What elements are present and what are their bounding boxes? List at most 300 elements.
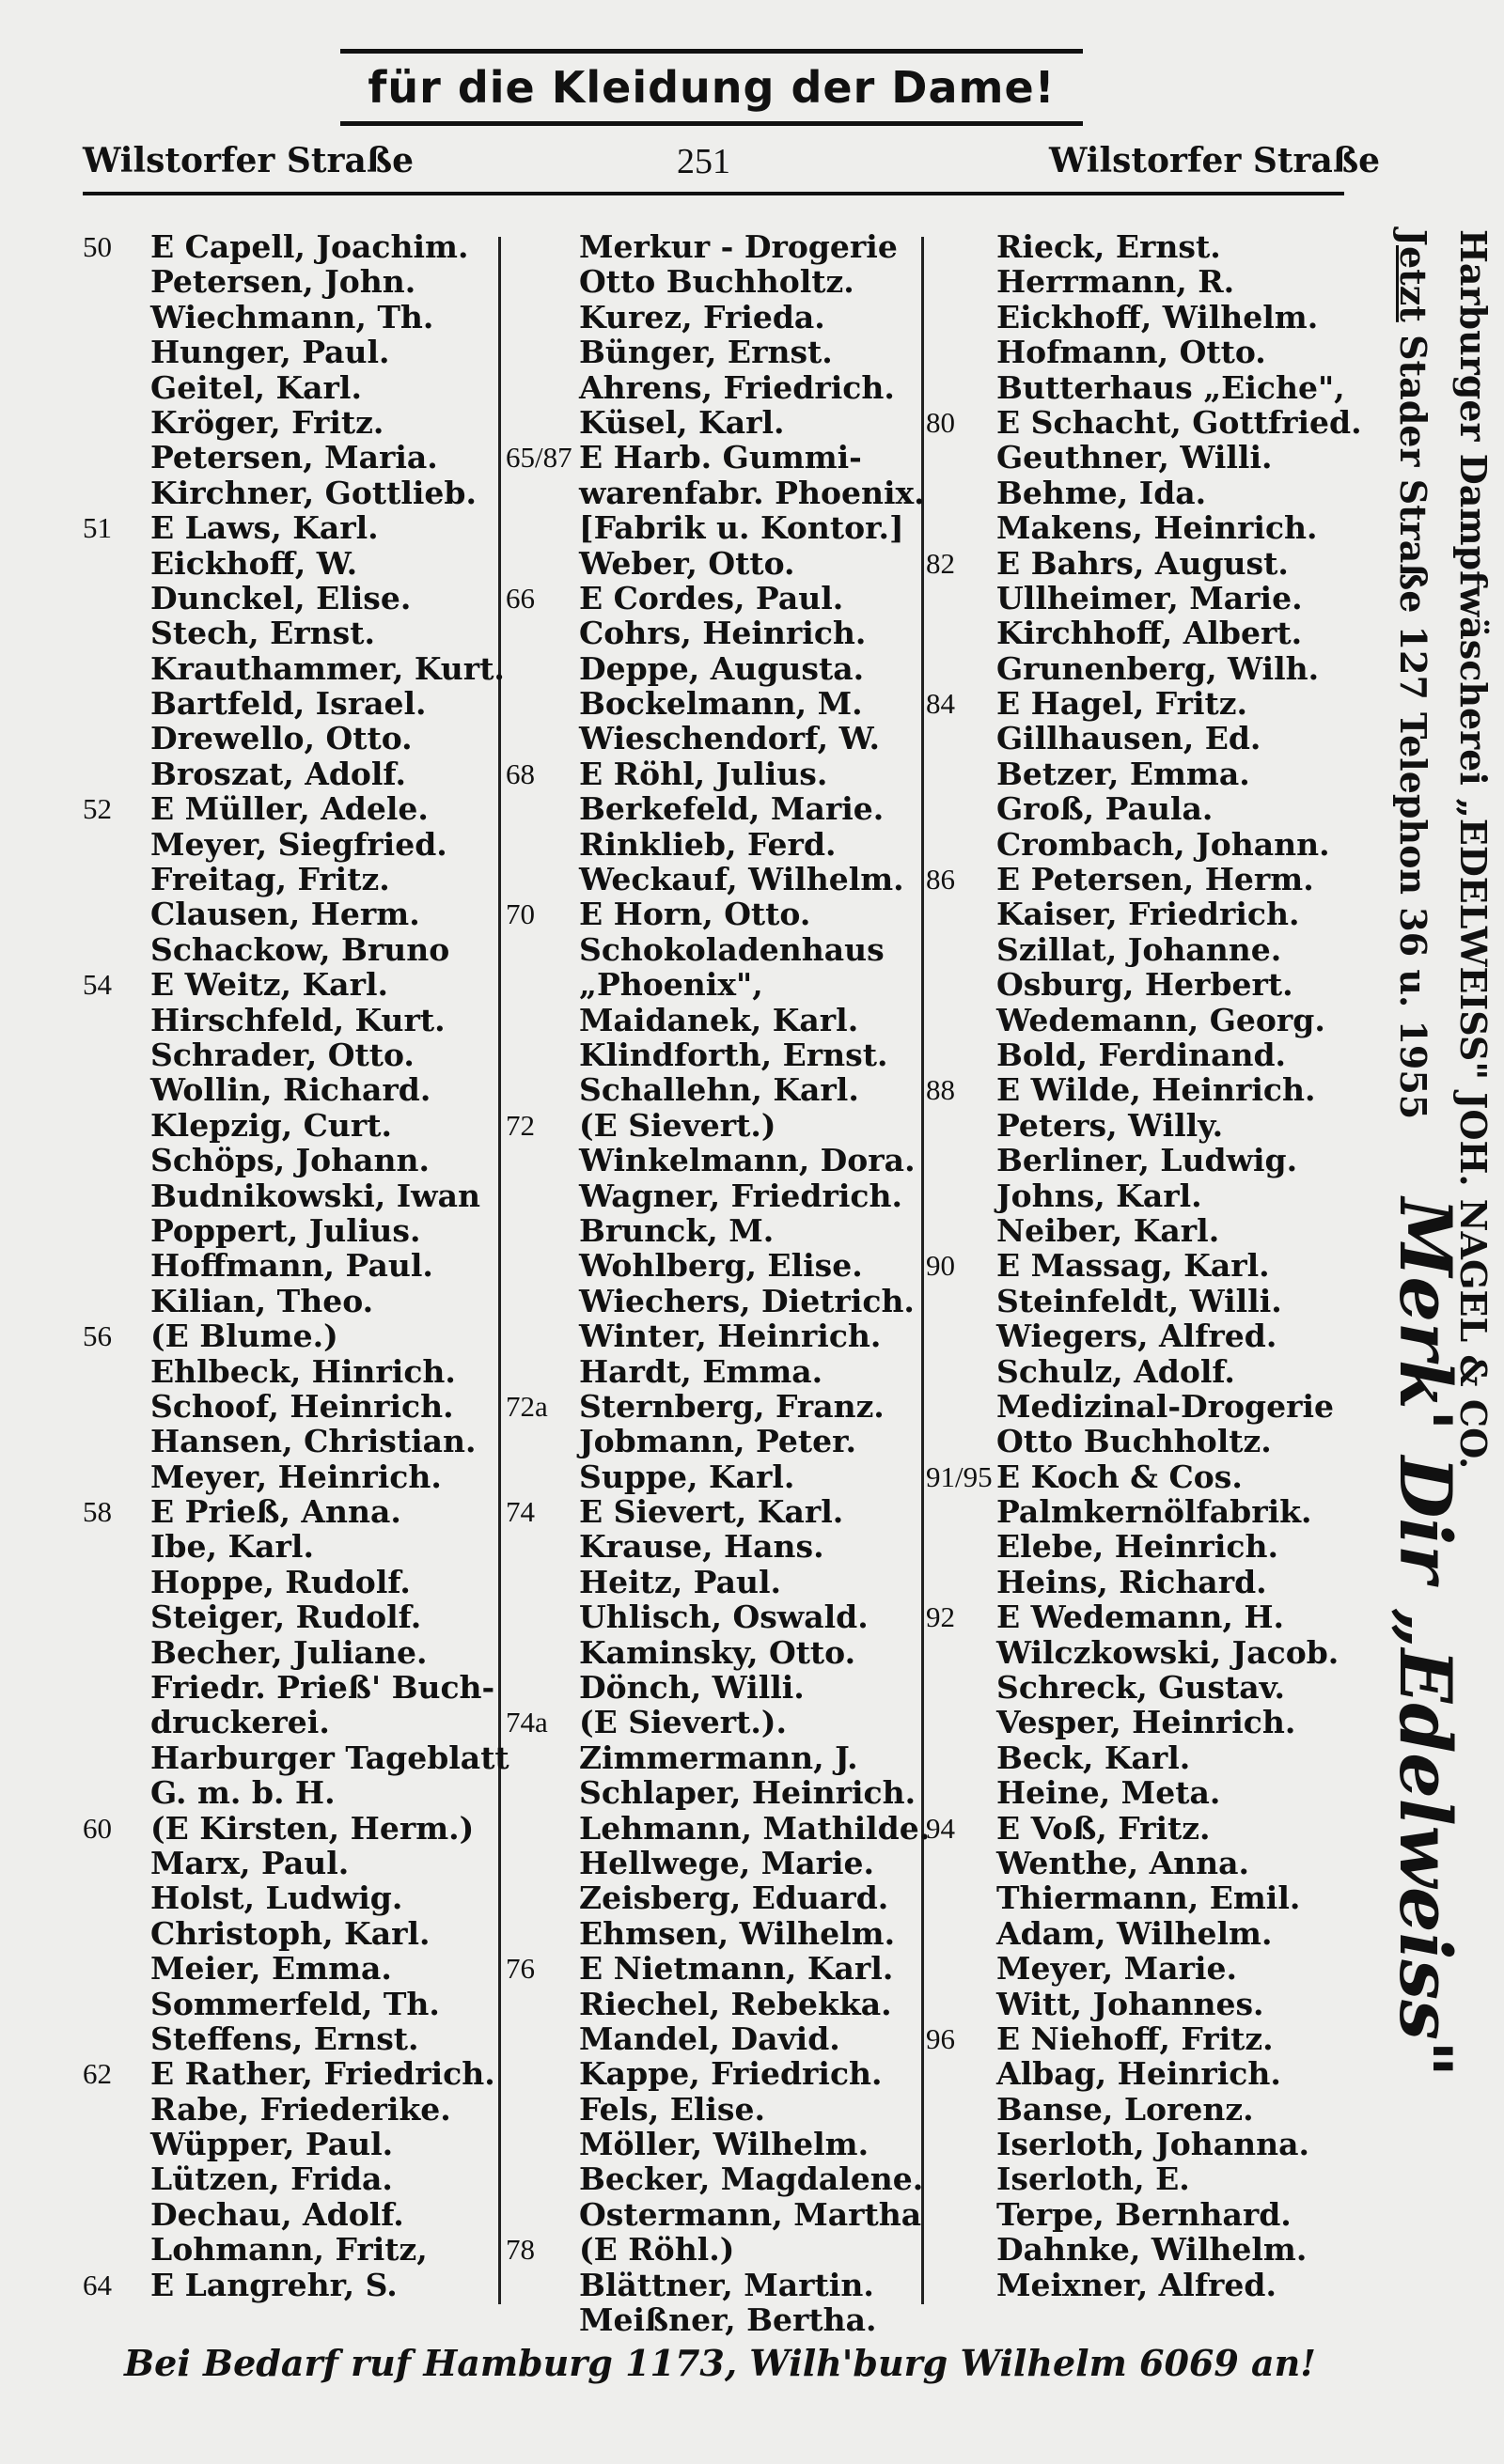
directory-entry <box>926 581 1349 616</box>
resident-name: Schulz, Adolf. <box>996 1352 1235 1390</box>
resident-name: Hellwege, Marie. <box>579 1844 875 1881</box>
resident-name: E Schacht, Gottfried. <box>996 403 1362 441</box>
resident-name: (E Sievert.) <box>579 1106 776 1144</box>
resident-name: Freitag, Fritz. <box>150 861 390 898</box>
resident-name: (E Blume.) <box>150 1318 338 1355</box>
directory-entry <box>926 932 1349 967</box>
directory-entry <box>926 1529 1349 1564</box>
directory-entry <box>506 1143 919 1177</box>
directory-entry <box>926 791 1349 826</box>
resident-name: Drewello, Otto. <box>150 720 413 757</box>
resident-name: Petersen, Maria. <box>150 439 438 476</box>
resident-name: Makens, Heinrich. <box>996 509 1318 547</box>
directory-entry <box>83 1389 496 1424</box>
resident-name: Heins, Richard. <box>996 1563 1267 1600</box>
resident-name: Holst, Ludwig. <box>150 1879 403 1917</box>
resident-name: Dahnke, Wilhelm. <box>996 2231 1308 2269</box>
resident-name: Hunger, Paul. <box>150 334 390 371</box>
resident-name: Otto Buchholtz. <box>579 263 854 301</box>
resident-name: Rieck, Ernst. <box>996 228 1221 265</box>
directory-entry <box>926 1354 1349 1389</box>
directory-entry <box>926 1389 1349 1424</box>
directory-entry <box>506 2021 919 2056</box>
directory-entry <box>506 1459 919 1494</box>
resident-name: Ahrens, Friedrich. <box>579 368 895 406</box>
resident-name: Thiermann, Emil. <box>996 1879 1301 1917</box>
resident-name: Zimmermann, J. <box>579 1739 858 1776</box>
directory-entry <box>926 510 1349 545</box>
resident-name: Wedemann, Georg. <box>996 1001 1325 1038</box>
directory-entry <box>506 1565 919 1599</box>
resident-name: Brunck, M. <box>579 1211 775 1249</box>
directory-entry <box>506 229 919 264</box>
resident-name: E Rather, Friedrich. <box>150 2055 495 2093</box>
directory-entry <box>506 932 919 967</box>
house-number: 80 <box>926 405 955 439</box>
directory-entry <box>83 862 496 897</box>
resident-name: Bold, Ferdinand. <box>996 1036 1287 1073</box>
resident-name: Hansen, Christian. <box>150 1423 477 1460</box>
directory-entry <box>926 616 1349 650</box>
resident-name: Schallehn, Karl. <box>579 1071 859 1109</box>
directory-entry <box>926 2232 1349 2267</box>
resident-name: Wagner, Friedrich. <box>579 1177 902 1214</box>
directory-entry <box>83 1635 496 1670</box>
resident-name: Becker, Magdalene. <box>579 2160 924 2198</box>
directory-entry <box>506 2195 922 2233</box>
resident-name: E Koch & Cos. <box>996 1458 1243 1495</box>
house-number: 74 <box>506 1495 535 1529</box>
resident-name: Heine, Meta. <box>996 1774 1221 1812</box>
directory-entry <box>506 1178 919 1213</box>
resident-name: Albag, Heinrich. <box>996 2055 1281 2093</box>
resident-name: druckerei. <box>150 1704 330 1741</box>
directory-entry <box>926 1178 1349 1213</box>
directory-entry <box>506 686 919 721</box>
house-number: 91/95 <box>926 1459 993 1493</box>
directory-entry <box>506 1880 919 1915</box>
directory-entry <box>83 546 496 581</box>
house-number: 86 <box>926 863 955 897</box>
resident-name: Wilczkowski, Jacob. <box>996 1633 1340 1671</box>
resident-name: G. m. b. H. <box>150 1774 336 1812</box>
resident-name: Meyer, Heinrich. <box>150 1458 442 1495</box>
directory-entry <box>83 1705 496 1739</box>
resident-name: Bockelmann, M. <box>579 685 863 723</box>
directory-entry <box>506 616 919 650</box>
resident-name: Mandel, David. <box>579 2020 840 2057</box>
directory-entry <box>83 827 496 862</box>
resident-name: Ibe, Karl. <box>150 1528 314 1566</box>
directory-entry <box>83 2197 496 2232</box>
directory-entry <box>506 546 919 581</box>
house-number: 64 <box>83 2268 112 2301</box>
directory-entry <box>926 546 1349 581</box>
directory-entry <box>926 1143 1349 1177</box>
house-number: 50 <box>83 230 112 263</box>
resident-name: Schrader, Otto. <box>150 1036 415 1073</box>
resident-name: Wenthe, Anna. <box>996 1844 1250 1881</box>
resident-name: E Weitz, Karl. <box>150 966 388 1004</box>
directory-entry <box>926 335 1349 369</box>
house-number: 88 <box>926 1073 955 1107</box>
directory-entry <box>926 1072 1349 1107</box>
resident-name: Jobmann, Peter. <box>579 1423 856 1460</box>
resident-name: Kappe, Friedrich. <box>579 2055 883 2093</box>
resident-name: Adam, Wilhelm. <box>996 1914 1273 1952</box>
directory-entry <box>926 1599 1349 1634</box>
resident-name: Cohrs, Heinrich. <box>579 615 867 652</box>
directory-entry <box>83 932 496 967</box>
directory-entry <box>83 1739 509 1776</box>
directory-entry <box>926 1635 1349 1670</box>
directory-entry <box>506 474 925 511</box>
resident-name: Hoffmann, Paul. <box>150 1247 433 1285</box>
house-number: 72a <box>506 1389 548 1423</box>
resident-name: E Müller, Adele. <box>150 790 429 828</box>
directory-entry <box>506 1599 919 1634</box>
directory-entry <box>926 2197 1349 2232</box>
directory-entry <box>83 1072 496 1107</box>
resident-name: Ehmsen, Wilhelm. <box>579 1914 896 1952</box>
resident-name: Klindforth, Ernst. <box>579 1036 888 1073</box>
resident-name: E Massag, Karl. <box>996 1247 1270 1285</box>
resident-name: Möller, Wilhelm. <box>579 2126 870 2163</box>
resident-name: Wiechmann, Th. <box>150 298 434 335</box>
resident-name: Sommerfeld, Th. <box>150 1985 440 2022</box>
resident-name: Palmkernölfabrik. <box>996 1493 1312 1531</box>
directory-entry <box>506 827 919 862</box>
resident-name: Becher, Juliane. <box>150 1633 428 1671</box>
directory-entry <box>506 405 919 440</box>
directory-entry <box>83 264 496 299</box>
header-street-left: Wilstorfer Straße <box>83 141 415 180</box>
directory-entry <box>83 2127 496 2161</box>
directory-entry <box>926 1670 1349 1705</box>
directory-entry <box>83 2056 496 2091</box>
directory-entry <box>83 1037 496 1072</box>
directory-entry <box>506 1951 919 1986</box>
directory-entry <box>506 1740 919 1775</box>
resident-name: Iserloth, E. <box>996 2160 1190 2198</box>
house-number: 76 <box>506 1952 535 1986</box>
directory-entry <box>506 1529 919 1564</box>
directory-entry <box>506 2056 919 2091</box>
directory-entry <box>83 2161 496 2196</box>
directory-entry <box>83 1670 496 1705</box>
directory-entry <box>506 1248 919 1283</box>
directory-entry <box>506 335 919 369</box>
resident-name: Hoppe, Rudolf. <box>150 1563 411 1600</box>
resident-name: Meier, Emma. <box>150 1950 392 1988</box>
directory-entry <box>926 1213 1349 1248</box>
directory-entry <box>83 370 496 405</box>
directory-entry <box>83 2268 496 2302</box>
directory-entry <box>83 1811 496 1846</box>
resident-name: E Petersen, Herm. <box>996 861 1314 898</box>
directory-entry <box>83 300 496 335</box>
resident-name: Lützen, Frida. <box>150 2160 393 2198</box>
resident-name: Meixner, Alfred. <box>996 2266 1277 2303</box>
resident-name: Meyer, Marie. <box>996 1950 1237 1988</box>
directory-entry <box>506 2127 919 2161</box>
resident-name: Dechau, Adolf. <box>150 2195 404 2233</box>
house-number: 84 <box>926 687 955 721</box>
directory-entry <box>83 791 496 826</box>
directory-entry <box>926 827 1349 862</box>
directory-entry <box>506 581 919 616</box>
directory-entry <box>506 2092 919 2127</box>
house-number: 56 <box>83 1319 112 1353</box>
directory-entry <box>926 897 1349 931</box>
directory-entry <box>506 1072 919 1107</box>
resident-name: Marx, Paul. <box>150 1844 350 1881</box>
sidebar-address-line: Stader Straße 127 Telephon 36 u. 1955 <box>1392 335 1434 1120</box>
resident-name: Betzer, Emma. <box>996 755 1250 792</box>
resident-name: Neiber, Karl. <box>996 1211 1220 1249</box>
directory-entry <box>506 862 919 897</box>
resident-name: Schöps, Johann. <box>150 1142 431 1179</box>
directory-entry <box>926 2127 1349 2161</box>
directory-entry <box>83 721 496 756</box>
house-number: 54 <box>83 968 112 1002</box>
resident-name: E Röhl, Julius. <box>579 755 828 792</box>
resident-name: Kirchhoff, Albert. <box>996 615 1303 652</box>
directory-entry <box>83 476 496 510</box>
directory-entry <box>506 2268 919 2302</box>
directory-entry <box>506 1494 919 1529</box>
directory-entry <box>926 1248 1349 1283</box>
sidebar-advertisement <box>1361 229 1502 2316</box>
resident-name: Broszat, Adolf. <box>150 755 406 792</box>
column-3 <box>926 228 1362 2303</box>
resident-name: Kilian, Theo. <box>150 1282 374 1319</box>
resident-name: (E Sievert.). <box>579 1704 788 1741</box>
directory-entry <box>926 721 1349 756</box>
resident-name: Deppe, Augusta. <box>579 649 865 687</box>
directory-entry <box>506 264 919 299</box>
directory-entry <box>83 581 496 616</box>
resident-name: Wollin, Richard. <box>150 1071 431 1109</box>
directory-entry <box>926 2268 1349 2302</box>
resident-name: E Voß, Fritz. <box>996 1809 1211 1847</box>
resident-name: Gillhausen, Ed. <box>996 720 1261 757</box>
house-number: 74a <box>506 1706 548 1739</box>
house-number: 65/87 <box>506 441 572 475</box>
resident-name: Blättner, Martin. <box>579 2266 874 2303</box>
directory-entry <box>506 370 919 405</box>
resident-name: Zeisberg, Eduard. <box>579 1879 889 1917</box>
directory-entry <box>506 510 919 545</box>
directory-entry <box>926 1987 1349 2021</box>
resident-name: Ostermann, Martha <box>579 2195 922 2233</box>
column-1 <box>83 228 509 2303</box>
house-number: 94 <box>926 1811 955 1845</box>
resident-name: Iserloth, Johanna. <box>996 2126 1310 2163</box>
resident-name: Grunenberg, Wilh. <box>996 649 1320 687</box>
resident-name: Johns, Karl. <box>996 1177 1202 1214</box>
directory-entry <box>506 1389 919 1424</box>
directory-entry <box>926 2056 1349 2091</box>
directory-entry <box>926 1846 1349 1880</box>
resident-name: Rabe, Friederike. <box>150 2090 451 2128</box>
directory-entry <box>83 1529 496 1564</box>
directory-entry <box>83 1951 496 1986</box>
resident-name: Wiegers, Alfred. <box>996 1318 1277 1355</box>
directory-entry <box>83 1003 496 1037</box>
resident-name: Krauthammer, Kurt. <box>150 649 505 687</box>
resident-name: Eickhoff, W. <box>150 544 358 582</box>
resident-name: Schackow, Bruno <box>150 930 450 968</box>
directory-entry <box>83 897 496 931</box>
resident-name: Weckauf, Wilhelm. <box>579 861 904 898</box>
resident-name: Medizinal-Drogerie <box>996 1387 1335 1425</box>
resident-name: Kaminsky, Otto. <box>579 1633 856 1671</box>
resident-name: Banse, Lorenz. <box>996 2090 1254 2128</box>
resident-name: Heitz, Paul. <box>579 1563 781 1600</box>
resident-name: Terpe, Bernhard. <box>996 2195 1292 2233</box>
resident-name: Friedr. Prieß' Buch- <box>150 1669 495 1707</box>
resident-name: Ullheimer, Marie. <box>996 579 1303 616</box>
resident-name: Hofmann, Otto. <box>996 334 1266 371</box>
directory-entry <box>926 403 1362 441</box>
resident-name: Schreck, Gustav. <box>996 1669 1285 1707</box>
directory-entry <box>506 2232 919 2267</box>
house-number: 58 <box>83 1495 112 1529</box>
resident-name: Wiechers, Dietrich. <box>579 1282 915 1319</box>
header-street-right: Wilstorfer Straße <box>1049 141 1381 180</box>
resident-name: Groß, Paula. <box>996 790 1214 828</box>
resident-name: Wüpper, Paul. <box>150 2126 394 2163</box>
resident-name: Kaiser, Friedrich. <box>996 896 1300 933</box>
directory-entry <box>506 2302 919 2337</box>
resident-name: Christoph, Karl. <box>150 1914 431 1952</box>
resident-name: Suppe, Karl. <box>579 1458 795 1495</box>
directory-entry <box>83 2092 496 2127</box>
resident-name: Berliner, Ludwig. <box>996 1142 1298 1179</box>
resident-name: Winkelmann, Dora. <box>579 1142 916 1179</box>
directory-entry <box>926 1565 1349 1599</box>
house-number: 60 <box>83 1811 112 1845</box>
resident-name: E Wedemann, H. <box>996 1598 1285 1636</box>
resident-name: Hirschfeld, Kurt. <box>150 1001 446 1038</box>
house-number: 72 <box>506 1108 535 1142</box>
resident-name: Fels, Elise. <box>579 2090 765 2128</box>
directory-entry <box>83 1178 496 1213</box>
directory-entry <box>506 791 919 826</box>
resident-name: E Harb. Gummi- <box>579 439 862 476</box>
house-number: 82 <box>926 546 955 580</box>
directory-entry <box>83 1318 496 1353</box>
directory-entry <box>83 1987 496 2021</box>
house-number: 66 <box>506 581 535 615</box>
resident-name: Lehmann, Mathilde. <box>579 1809 931 1847</box>
resident-name: Sternberg, Franz. <box>579 1387 885 1425</box>
directory-entry <box>926 2021 1349 2056</box>
resident-name: „Phoenix", <box>579 966 763 1004</box>
directory-entry <box>926 967 1349 1002</box>
directory-entry <box>926 1494 1349 1529</box>
directory-entry <box>83 405 496 440</box>
directory-entry <box>506 300 919 335</box>
resident-name: E Wilde, Heinrich. <box>996 1071 1316 1109</box>
directory-entry <box>926 264 1349 299</box>
directory-entry <box>926 476 1349 510</box>
resident-name: Weber, Otto. <box>579 544 795 582</box>
house-number: 52 <box>83 792 112 826</box>
house-number: 70 <box>506 897 535 931</box>
directory-entry <box>83 1424 496 1458</box>
house-number: 92 <box>926 1600 955 1634</box>
sidebar-jetzt: Jetzt <box>1392 229 1434 322</box>
resident-name: Steinfeldt, Willi. <box>996 1282 1282 1319</box>
resident-name: Merkur - Drogerie <box>579 228 898 265</box>
directory-entry <box>926 1037 1349 1072</box>
directory-entry <box>506 1705 919 1739</box>
resident-name: Bartfeld, Israel. <box>150 685 427 723</box>
resident-name: Poppert, Julius. <box>150 1211 421 1249</box>
directory-entry <box>506 1809 931 1847</box>
directory-entry <box>506 1846 919 1880</box>
directory-entry <box>506 1284 919 1318</box>
directory-entry <box>506 2160 924 2198</box>
directory-entry <box>926 300 1349 335</box>
directory-entry <box>83 1846 496 1880</box>
resident-name: Petersen, John. <box>150 263 416 301</box>
resident-name: Behme, Ida. <box>996 474 1207 511</box>
directory-entry <box>83 2021 496 2056</box>
directory-entry <box>926 686 1349 721</box>
resident-name: Schoof, Heinrich. <box>150 1387 454 1425</box>
directory-entry <box>506 1635 919 1670</box>
directory-entry <box>926 1424 1349 1458</box>
directory-entry <box>926 1916 1349 1951</box>
resident-name: Geitel, Karl. <box>150 368 362 406</box>
resident-name: Küsel, Karl. <box>579 403 785 441</box>
resident-name: Dunckel, Elise. <box>150 579 412 616</box>
directory-entry <box>926 1951 1349 1986</box>
directory-entry <box>926 440 1349 475</box>
directory-entry <box>83 1494 496 1529</box>
directory-entry <box>83 1916 496 1951</box>
directory-entry <box>506 1354 919 1389</box>
resident-name: Butterhaus „Eiche", <box>996 368 1345 406</box>
directory-entry <box>926 1318 1349 1353</box>
directory-entry <box>926 1811 1349 1846</box>
resident-name: (E Kirsten, Herm.) <box>150 1809 475 1847</box>
directory-entry <box>926 1284 1349 1318</box>
resident-name: Ehlbeck, Hinrich. <box>150 1352 456 1390</box>
footer-phone-ad: Bei Bedarf ruf Hamburg 1173, Wilh'burg Wilhelm 6069 an! <box>124 2342 1316 2384</box>
resident-name: Crombach, Johann. <box>996 825 1330 863</box>
directory-entry <box>926 1705 1349 1739</box>
directory-entry <box>83 1213 496 1248</box>
resident-name: E Horn, Otto. <box>579 896 811 933</box>
house-number: 62 <box>83 2057 112 2091</box>
resident-name: Winter, Heinrich. <box>579 1318 882 1355</box>
column-divider <box>921 237 924 2304</box>
resident-name: E Hagel, Fritz. <box>996 685 1248 723</box>
header-rule <box>83 192 1344 195</box>
directory-entry <box>926 1459 1349 1494</box>
directory-entry <box>83 440 496 475</box>
resident-name: Szillat, Johanne. <box>996 930 1282 968</box>
house-number: 90 <box>926 1249 955 1283</box>
resident-name: E Sievert, Karl. <box>579 1493 844 1531</box>
house-number: 51 <box>83 511 112 545</box>
directory-entry <box>83 229 496 264</box>
resident-name: Steiger, Rudolf. <box>150 1598 422 1636</box>
